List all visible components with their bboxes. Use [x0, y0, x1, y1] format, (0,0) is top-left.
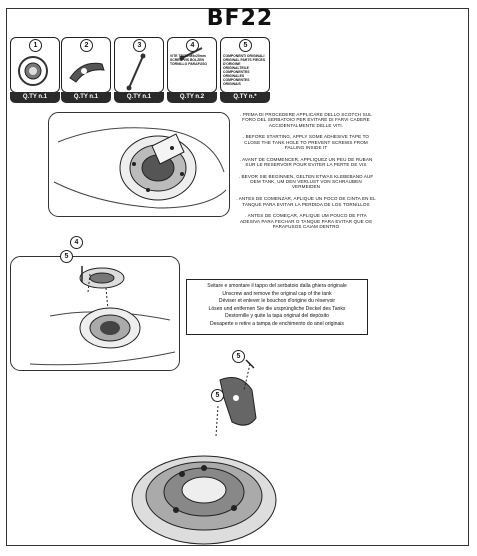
part-qty: Q.TY n.* [220, 92, 270, 103]
part-number: 2 [80, 39, 93, 52]
parts-list [10, 37, 465, 103]
part-1 [10, 37, 60, 103]
part-description: COMPONENTI ORIGINALI ORIGINAL PARTS PIECES D'ORIGINE ORIGINALTEILE COMPONENTES ORIGINALES COMPONENTES ORIGINAIS [223, 54, 266, 86]
part-description: VITE TSCEI M5x25mm SCREW VIS BOLZEN TORNILLO PARAFUSO [170, 54, 207, 66]
removal-fr: Déviser et enlever le bouchon d'origine du réservoir [218, 298, 336, 305]
part-qty: Q.TY n.2 [167, 92, 217, 103]
part-number: 3 [133, 39, 146, 52]
part-number: 4 [186, 39, 199, 52]
part-5 [220, 37, 270, 103]
removal-en: Unscrew and remove the original cap of the tank [222, 290, 332, 297]
page-title: BF22 [206, 6, 274, 31]
removal-instructions [186, 279, 368, 335]
part-qty: Q.TY n.1 [61, 92, 111, 103]
instructions-text [236, 112, 376, 236]
part-3 [114, 37, 164, 103]
part-qty: Q.TY n.1 [10, 92, 60, 103]
removal-it: Svitare e smontare il tappo del serbatoio dalla ghiera originale [207, 283, 347, 289]
callout-original-part: 5 [60, 250, 73, 263]
assembly-illustration [120, 350, 290, 546]
removal-es: Destornille y quite la tapa original del depósito [225, 313, 329, 320]
instruction-it: . PRIMA DI PROCEDERE APPLICARE DELLO SCOTCH SUL FORO DEL SERBATOIO PER EVITARE DI FARVI CADERE ACCIDENTALMENTE DELLE VITI. [240, 112, 372, 128]
callout-original-part: 5 [211, 389, 224, 402]
part-2 [61, 37, 111, 103]
part-number: 1 [29, 39, 42, 52]
instruction-fr: . AVANT DE COMMENCER, APPLIQUEZ UN PEU DE RUBAN SUR LE RESERVOIR POUR EVITER LA PERTE DE VIS [239, 156, 373, 168]
part-4 [167, 37, 217, 103]
removal-de: Lösen und entfernen Sie die ursprüngliche Deckel des Tanks [208, 305, 346, 312]
part-qty: Q.TY n.1 [114, 92, 164, 103]
tank-taping-illustration [48, 112, 230, 217]
callout-original-part: 5 [232, 350, 245, 363]
removal-pt: Desaperte e retire a tampa de enchimento do anel originais [210, 320, 344, 327]
instruction-de: . BEVOR SIE BEGINNEN, GELTEN ETWAS KLEBEBAND AUF DEM TANK, UM DEN VERLUST VON SCHRAUBEN VERMEIDEN [238, 173, 374, 190]
callout-screw: 4 [70, 236, 83, 249]
instruction-en: . BEFORE STARTING, APPLY SOME ADHESIVE TAPE TO CLOSE THE TANK HOLE TO PREVENT SCREWS FROM FALLING INSIDE IT [242, 134, 370, 150]
instruction-es: . ANTES DE COMENZAR, APLIQUE UN POCO DE CINTA EN EL TANQUE PARA EVITAR LA PERDIDA DE LOS TORNILLOS [236, 196, 376, 207]
part-number: 5 [239, 39, 252, 52]
instruction-pt: . ANTES DE COMEÇAR, APLIQUE UM POUCO DE FITA ADESIVA PARA FECHAR O TANQUE PARA EVITAR QUE OS PARAFUSOS CAIAM DENTRO [239, 213, 373, 229]
